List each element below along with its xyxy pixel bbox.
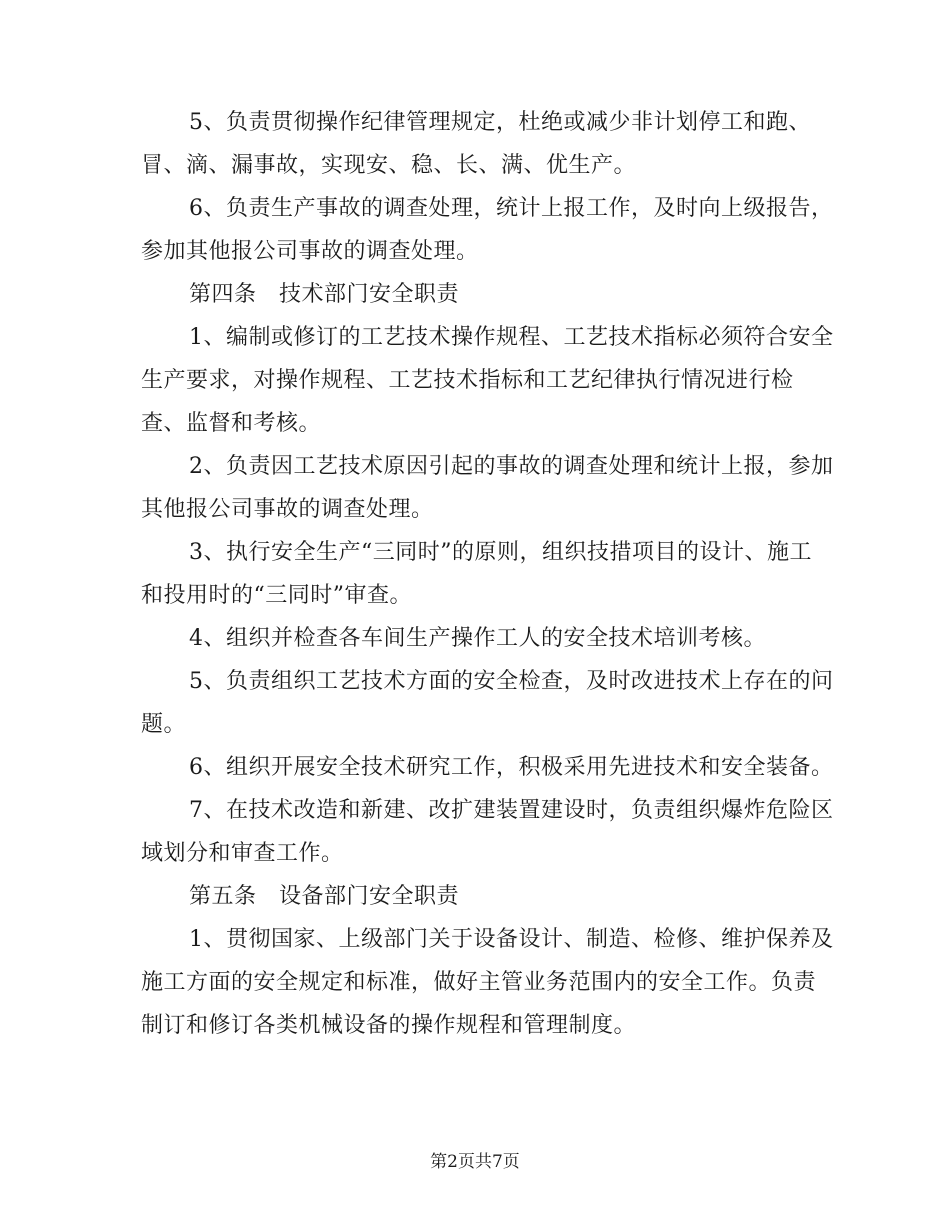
text-line: 制订和修订各类机械设备的操作规程和管理制度。 (141, 1013, 637, 1038)
text-line: 1、贯彻国家、上级部门关于设备设计、制造、检修、维护保养及 (189, 927, 834, 952)
text-line: 域划分和审查工作。 (141, 841, 344, 866)
text-line: 5、负责组织工艺技术方面的安全检查，及时改进技术上存在的问 (189, 669, 834, 694)
text-line: 查、监督和考核。 (141, 411, 322, 436)
text-line: 4、组织并检查各车间生产操作工人的安全技术培训考核。 (189, 626, 766, 651)
page-number-footer: 第2页共7页 (430, 1152, 520, 1172)
text-line: 施工方面的安全规定和标准，做好主管业务范围内的安全工作。负责 (141, 970, 817, 995)
text-line: 6、组织开展安全技术研究工作，积极采用先进技术和安全装备。 (189, 755, 834, 780)
text-line: 5、负责贯彻操作纪律管理规定，杜绝或减少非计划停工和跑、 (189, 110, 811, 135)
text-line: 生产要求，对操作规程、工艺技术指标和工艺纪律执行情况进行检 (141, 368, 794, 393)
text-line: 其他报公司事故的调查处理。 (141, 497, 434, 522)
text-line: 1、编制或修订的工艺技术操作规程、工艺技术指标必须符合安全 (189, 325, 834, 350)
text-line: 和投用时的“三同时”审查。 (141, 583, 412, 608)
section-heading: 第五条 设备部门安全职责 (189, 884, 460, 909)
text-line: 6、负责生产事故的调查处理，统计上报工作，及时向上级报告， (189, 196, 834, 221)
text-line: 冒、滴、漏事故，实现安、稳、长、满、优生产。 (141, 153, 637, 178)
section-heading: 第四条 技术部门安全职责 (189, 282, 460, 307)
text-line: 2、负责因工艺技术原因引起的事故的调查处理和统计上报，参加 (189, 454, 834, 479)
text-line: 3、执行安全生产“三同时”的原则，组织技措项目的设计、施工 (189, 540, 812, 565)
text-line: 题。 (141, 712, 187, 737)
text-line: 7、在技术改造和新建、改扩建装置建设时，负责组织爆炸危险区 (189, 798, 834, 823)
text-line: 参加其他报公司事故的调查处理。 (141, 239, 479, 264)
